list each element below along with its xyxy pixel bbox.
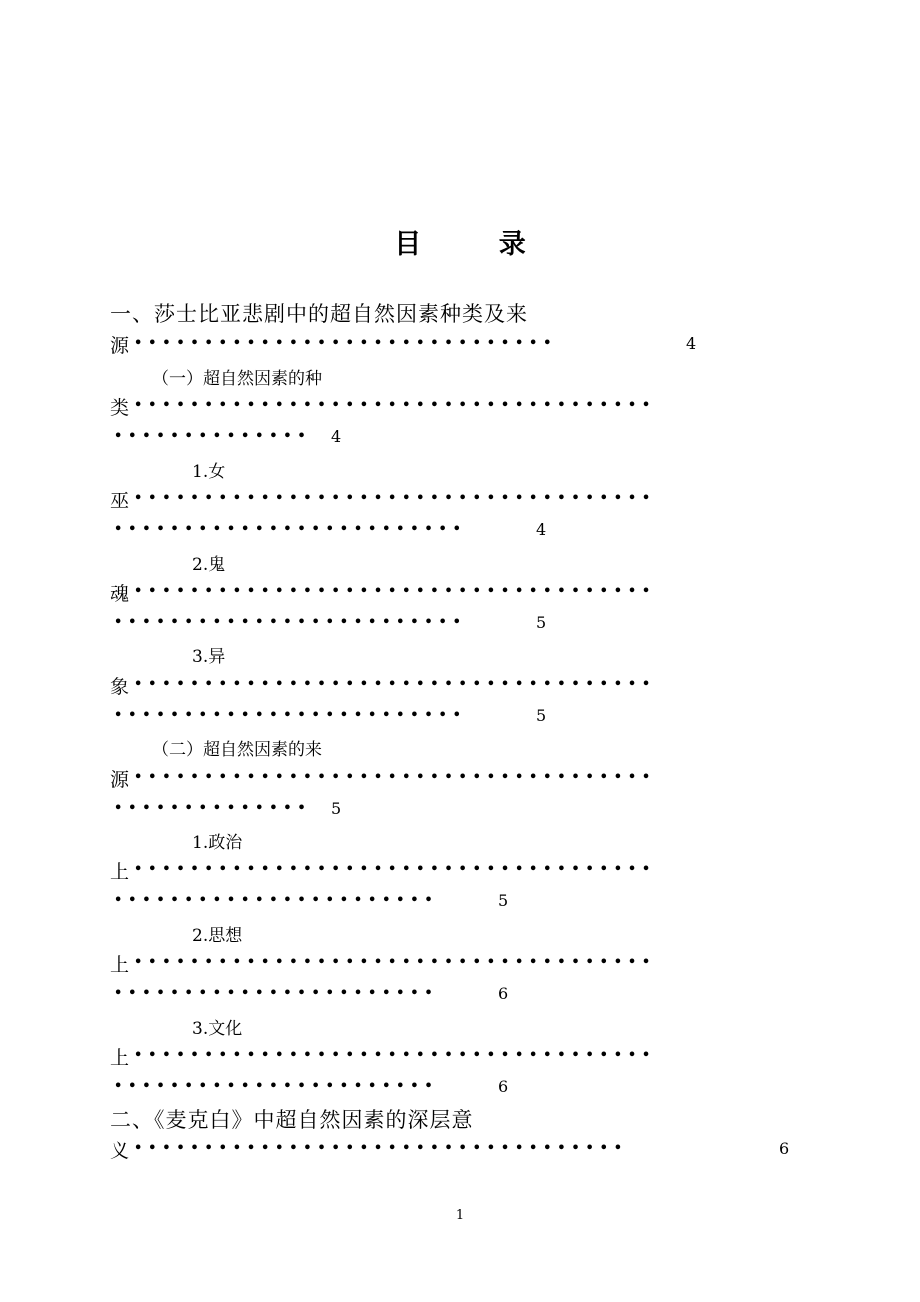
toc-item[interactable]: 3.文化	[192, 1019, 243, 1039]
toc-leader-dots: •••••••••••••••••••••••	[114, 1079, 439, 1094]
toc-leader-dots: •••••••••••••••••••••••••••••••••••••	[134, 955, 657, 970]
toc-item[interactable]: 3.异	[192, 647, 226, 667]
toc-lead: 象	[110, 676, 130, 698]
toc-leader-dots: ••••••••••••••	[114, 429, 312, 444]
toc-page-number: 5	[536, 706, 547, 725]
toc-subheading[interactable]: （二）超自然因素的来	[152, 740, 322, 760]
toc-page-number: 6	[779, 1139, 790, 1158]
toc-leader-dots: •••••••••••••••••••••••••	[114, 708, 467, 723]
toc-lead: 巫	[110, 490, 130, 512]
toc-page-number: 5	[331, 799, 342, 818]
toc-leader-dots: •••••••••••••••••••••••••••••••••••	[134, 1141, 628, 1156]
toc-leader-dots: •••••••••••••••••••••••••••••••••••••	[134, 1048, 657, 1063]
toc-item[interactable]: 1.政治	[192, 833, 243, 853]
toc-lead: 魂	[110, 583, 130, 605]
toc-leader-dots: •••••••••••••••••••••••••••••••••••••	[134, 398, 657, 413]
toc-leader-dots: •••••••••••••••••••••••••••••••••••••	[134, 770, 657, 785]
toc-page-number: 5	[498, 891, 509, 910]
toc-lead: 上	[110, 861, 130, 883]
toc-lead-1: 源	[110, 335, 130, 357]
toc-lead: 上	[110, 1047, 130, 1069]
toc-lead-2: 义	[110, 1140, 130, 1162]
page-title: 目 录	[394, 229, 560, 260]
toc-leader-dots: •••••••••••••••••••••••••••••••••••••	[134, 677, 657, 692]
toc-leader-dots: •••••••••••••••••••••••••••••••••••••	[134, 584, 657, 599]
footer-page-number: 1	[455, 1208, 465, 1223]
toc-leader-dots: ••••••••••••••••••••••••••••••	[134, 336, 558, 351]
toc-heading-1[interactable]: 一、莎士比亚悲剧中的超自然因素种类及来	[110, 302, 528, 326]
toc-item[interactable]: 2.思想	[192, 926, 243, 946]
toc-item[interactable]: 2.鬼	[192, 555, 226, 575]
toc-leader-dots: •••••••••••••••••••••••••••••••••••••	[134, 491, 657, 506]
toc-leader-dots: ••••••••••••••	[114, 801, 312, 816]
toc-heading-2[interactable]: 二、《麦克白》中超自然因素的深层意	[110, 1108, 474, 1132]
toc-lead: 上	[110, 954, 130, 976]
toc-page-number: 4	[686, 334, 697, 353]
toc-lead: 类	[110, 397, 130, 419]
toc-page-number: 5	[536, 613, 547, 632]
toc-page-number: 6	[498, 1077, 509, 1096]
toc-leader-dots: •••••••••••••••••••••••••	[114, 615, 467, 630]
toc-leader-dots: •••••••••••••••••••••••••	[114, 522, 467, 537]
toc-leader-dots: •••••••••••••••••••••••	[114, 893, 439, 908]
toc-page-number: 6	[498, 984, 509, 1003]
toc-subheading[interactable]: （一）超自然因素的种	[152, 369, 322, 389]
toc-page-number: 4	[536, 520, 547, 539]
toc-leader-dots: •••••••••••••••••••••••••••••••••••••	[134, 862, 657, 877]
toc-leader-dots: •••••••••••••••••••••••	[114, 986, 439, 1001]
toc-page-number: 4	[331, 427, 342, 446]
toc-lead: 源	[110, 769, 130, 791]
toc-item[interactable]: 1.女	[192, 462, 226, 482]
